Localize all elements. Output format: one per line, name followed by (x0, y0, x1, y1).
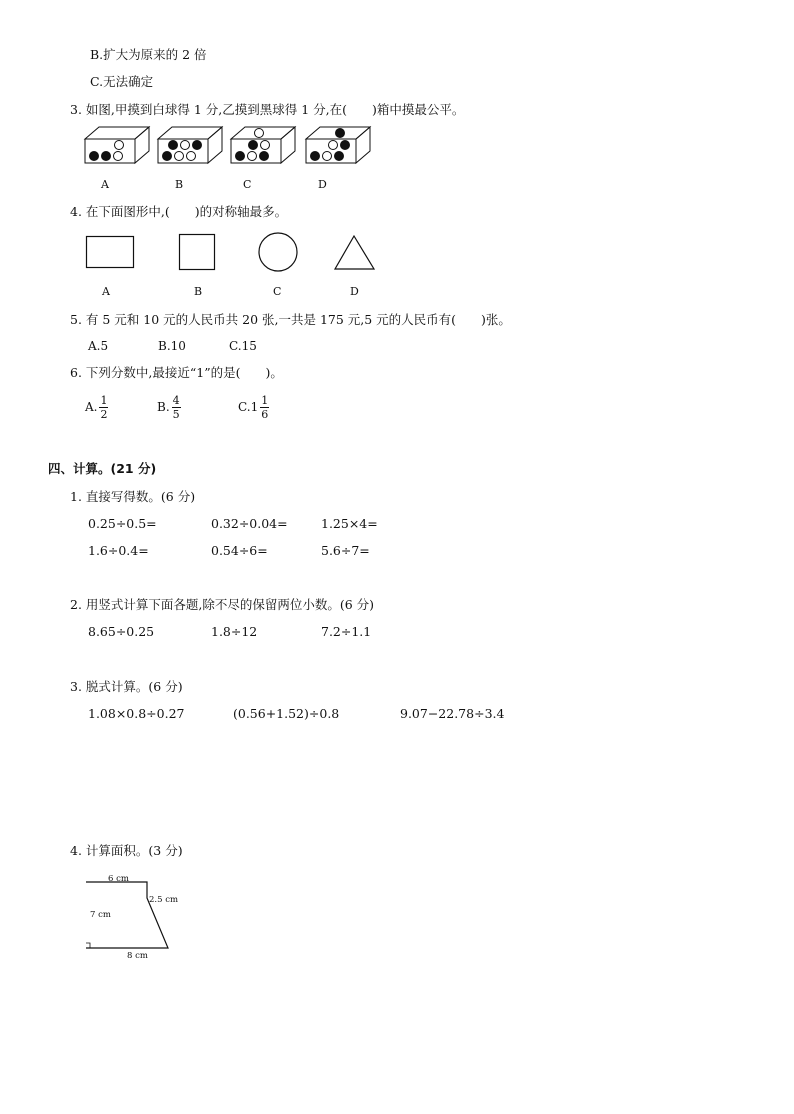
s4-p1-item: 0.25÷0.5= (88, 516, 157, 531)
q6-fraction-c-denominator: 6 (261, 408, 269, 421)
q3-label-b: B (175, 178, 184, 191)
q5-option-a: A.5 (88, 339, 109, 353)
s4-p1-item: 1.6÷0.4= (88, 543, 149, 558)
q3-box-a (85, 127, 155, 167)
s4-p1-item: 0.54÷6= (211, 543, 268, 558)
s4-p3-item: 9.07−22.78÷3.4 (400, 706, 505, 721)
s4-p2-title: 2. 用竖式计算下面各题,除不尽的保留两位小数。(6 分) (70, 597, 375, 612)
q4-shape-rectangle (86, 236, 136, 270)
s4-p2-item: 8.65÷0.25 (88, 624, 155, 639)
q4-label-d: D (350, 285, 359, 298)
q6-question: 6. 下列分数中,最接近“1”的是( )。 (70, 365, 283, 380)
q6-option-b-prefix: B. (157, 400, 170, 414)
s4-p3-item: 1.08×0.8÷0.27 (88, 706, 185, 721)
q6-option-c-prefix: C.1 (238, 400, 259, 414)
dim-bottom-label: 8 cm (127, 951, 148, 961)
q6-option-c (238, 394, 269, 421)
s4-p1-item: 0.32÷0.04= (211, 516, 288, 531)
q6-fraction-c (260, 394, 269, 421)
s4-p3-title: 3. 脱式计算。(6 分) (70, 679, 183, 694)
s4-p3-item: (0.56+1.52)÷0.8 (233, 706, 340, 721)
q3-label-d: D (318, 178, 327, 191)
q5-option-b: B.10 (158, 339, 186, 353)
q6-option-a-prefix: A. (85, 400, 98, 414)
q6-option-b (157, 394, 181, 421)
q3-label-c: C (243, 178, 252, 191)
q3-question: 3. 如图,甲摸到白球得 1 分,乙摸到黑球得 1 分,在( )箱中摸最公平。 (70, 102, 465, 117)
q2-option-c: C.无法确定 (90, 74, 154, 89)
q4-shape-triangle (334, 235, 376, 271)
q3-box-b (158, 127, 228, 167)
s4-p1-item: 5.6÷7= (321, 543, 370, 558)
q2-option-b: B.扩大为原来的 2 倍 (90, 47, 207, 62)
q3-box-c (231, 122, 301, 167)
s4-p2-item: 1.8÷12 (211, 624, 258, 639)
q4-label-c: C (273, 285, 282, 298)
q4-label-b: B (194, 285, 203, 298)
q6-fraction-c-numerator: 1 (261, 394, 269, 407)
q4-question: 4. 在下面图形中,( )的对称轴最多。 (70, 204, 288, 219)
s4-p4-title: 4. 计算面积。(3 分) (70, 843, 183, 858)
q6-fraction-a-denominator: 2 (100, 408, 108, 421)
s4-p2-item: 7.2÷1.1 (321, 624, 372, 639)
s4-p1-title: 1. 直接写得数。(6 分) (70, 489, 196, 504)
q4-shape-circle (258, 232, 300, 274)
q3-label-a: A (101, 178, 109, 191)
q6-option-a (85, 394, 108, 421)
dim-top-label: 6 cm (108, 874, 129, 884)
q4-shape-square (179, 234, 217, 272)
s4-p1-item: 1.25×4= (321, 516, 378, 531)
dim-left-label: 7 cm (90, 910, 111, 920)
q6-fraction-b-denominator: 5 (172, 408, 180, 421)
q5-question: 5. 有 5 元和 10 元的人民币共 20 张,一共是 175 元,5 元的人民币有( )张。 (70, 312, 511, 327)
q6-fraction-b (172, 394, 181, 421)
q6-fraction-a (99, 394, 108, 421)
q3-box-d (306, 122, 376, 167)
dim-slant-label: 2.5 cm (149, 895, 179, 905)
section-4-title: 四、计算。(21 分) (48, 461, 157, 476)
q6-fraction-b-numerator: 4 (172, 394, 180, 407)
q4-label-a: A (102, 285, 110, 298)
q6-fraction-a-numerator: 1 (100, 394, 108, 407)
q5-option-c: C.15 (229, 339, 257, 353)
